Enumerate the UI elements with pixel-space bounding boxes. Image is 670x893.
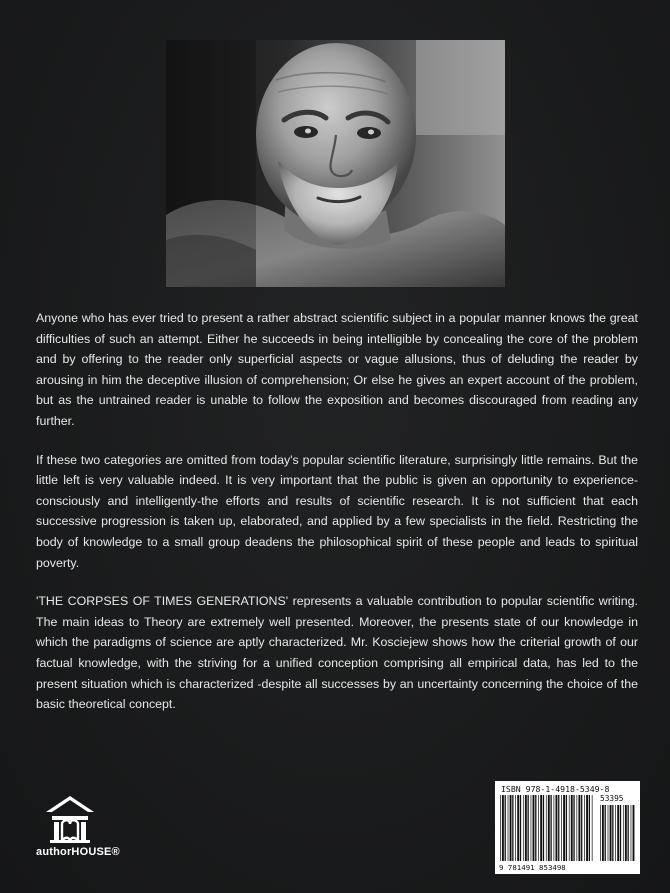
barcode-bar: [525, 795, 527, 861]
barcode-bar: [566, 795, 567, 861]
barcode-bar: [517, 795, 519, 861]
barcode-bar: [581, 795, 582, 861]
barcode-bar: [620, 805, 621, 861]
ean-number: 9 781491 853498: [499, 863, 566, 872]
barcode-bar: [540, 795, 542, 861]
isbn-label: ISBN 978-1-4918-5349-8: [501, 784, 610, 794]
barcode-bars: [495, 781, 640, 874]
barcode-bar: [550, 795, 551, 861]
barcode-bar: [610, 805, 612, 861]
barcode-bar: [612, 805, 613, 861]
barcode-bar: [515, 795, 516, 861]
barcode-bar: [535, 795, 536, 861]
barcode-bar: [500, 795, 501, 861]
barcode-bar: [508, 795, 509, 861]
blurb-paragraph-2: If these two categories are omitted from today's popular scientific literature, surprisingly little remains. But the little left is very valuable indeed. It is very important that the public is given an opportunity to experience-consciously and intelligently-the efforts and results of scientific research. It is not sufficient that each successive progression is taken up, elaborated, and applied by a few specialists in the field. Restricting the body of knowledge to a small group deadens the philosophical spirit of these people and leads to spiritual poverty.: [36, 452, 638, 570]
barcode-bar: [533, 795, 535, 861]
barcode-bar: [558, 795, 559, 861]
barcode-bar: [543, 795, 544, 861]
barcode-bar: [538, 795, 539, 861]
barcode-bar: [571, 795, 573, 861]
blurb-text: [36, 308, 638, 733]
barcode-bar: [623, 805, 624, 861]
barcode-bar: [602, 805, 604, 861]
barcode-bar: [512, 795, 513, 861]
barcode-bar: [625, 805, 627, 861]
barcode-bar: [573, 795, 574, 861]
barcode-bar: [548, 795, 550, 861]
barcode-bar: [631, 805, 632, 861]
blurb-paragraph-3: 'THE CORPSES OF TIMES GENERATIONS' represents a valuable contribution to popular scientific writing. The main ideas to Theory are extremely well presented. Moreover, the presents state of our knowledge in which the paradigms of science are aptly characterized. Mr. Kosciejew shows how the criterial growth of our factual knowledge, with the striving for a unified conception comprising all empirical data, has led to the present situation which is characterized -despite all successes by an uncertainty concerning the choice of the basic theoretical concept.: [36, 594, 638, 712]
barcode-bar: [528, 795, 529, 861]
barcode-bar: [523, 795, 524, 861]
barcode-bar: [584, 795, 585, 861]
author-portrait-image: [166, 40, 505, 287]
barcode-bar: [617, 805, 619, 861]
barcode-bar: [600, 805, 601, 861]
barcode-bar: [561, 795, 562, 861]
barcode-bar: [556, 795, 558, 861]
barcode-bar: [592, 795, 593, 861]
barcode-bar: [589, 795, 590, 861]
barcode-bar: [520, 795, 521, 861]
barcode-bar: [569, 795, 570, 861]
barcode-bar: [586, 795, 588, 861]
barcode-bar: [578, 795, 580, 861]
barcode-bar: [554, 795, 555, 861]
publisher-name: authorHOUSE®: [36, 846, 120, 858]
barcode-bar: [531, 795, 532, 861]
house-book-icon: [44, 794, 96, 844]
barcode-bar: [502, 795, 504, 861]
barcode-bar: [628, 805, 629, 861]
barcode-bar: [605, 805, 606, 861]
author-photo: [166, 40, 505, 287]
barcode-bar: [563, 795, 565, 861]
barcode-bar: [615, 805, 616, 861]
barcode-bar: [505, 795, 506, 861]
barcode-bar: [608, 805, 609, 861]
publisher-logo: [36, 794, 132, 866]
price-code: 53395: [600, 794, 624, 803]
blurb-paragraph-1: Anyone who has ever tried to present a rather abstract scientific subject in a popular manner knows the great difficulties of such an attempt. Either he succeeds in being intelligible by concealing the core of the problem and by offering to the reader only superficial aspects or vague allusions, thus of deluding the reader by arousing in him the deceptive illusion of comprehension; Or else he gives an expert account of the problem, but as the untrained reader is unable to follow the exposition and becomes discouraged from reading any further.: [36, 311, 638, 428]
barcode-bar: [633, 805, 635, 861]
barcode-bar: [577, 795, 578, 861]
barcode-bar: [510, 795, 512, 861]
barcode-bar: [546, 795, 547, 861]
isbn-barcode: [495, 781, 640, 874]
